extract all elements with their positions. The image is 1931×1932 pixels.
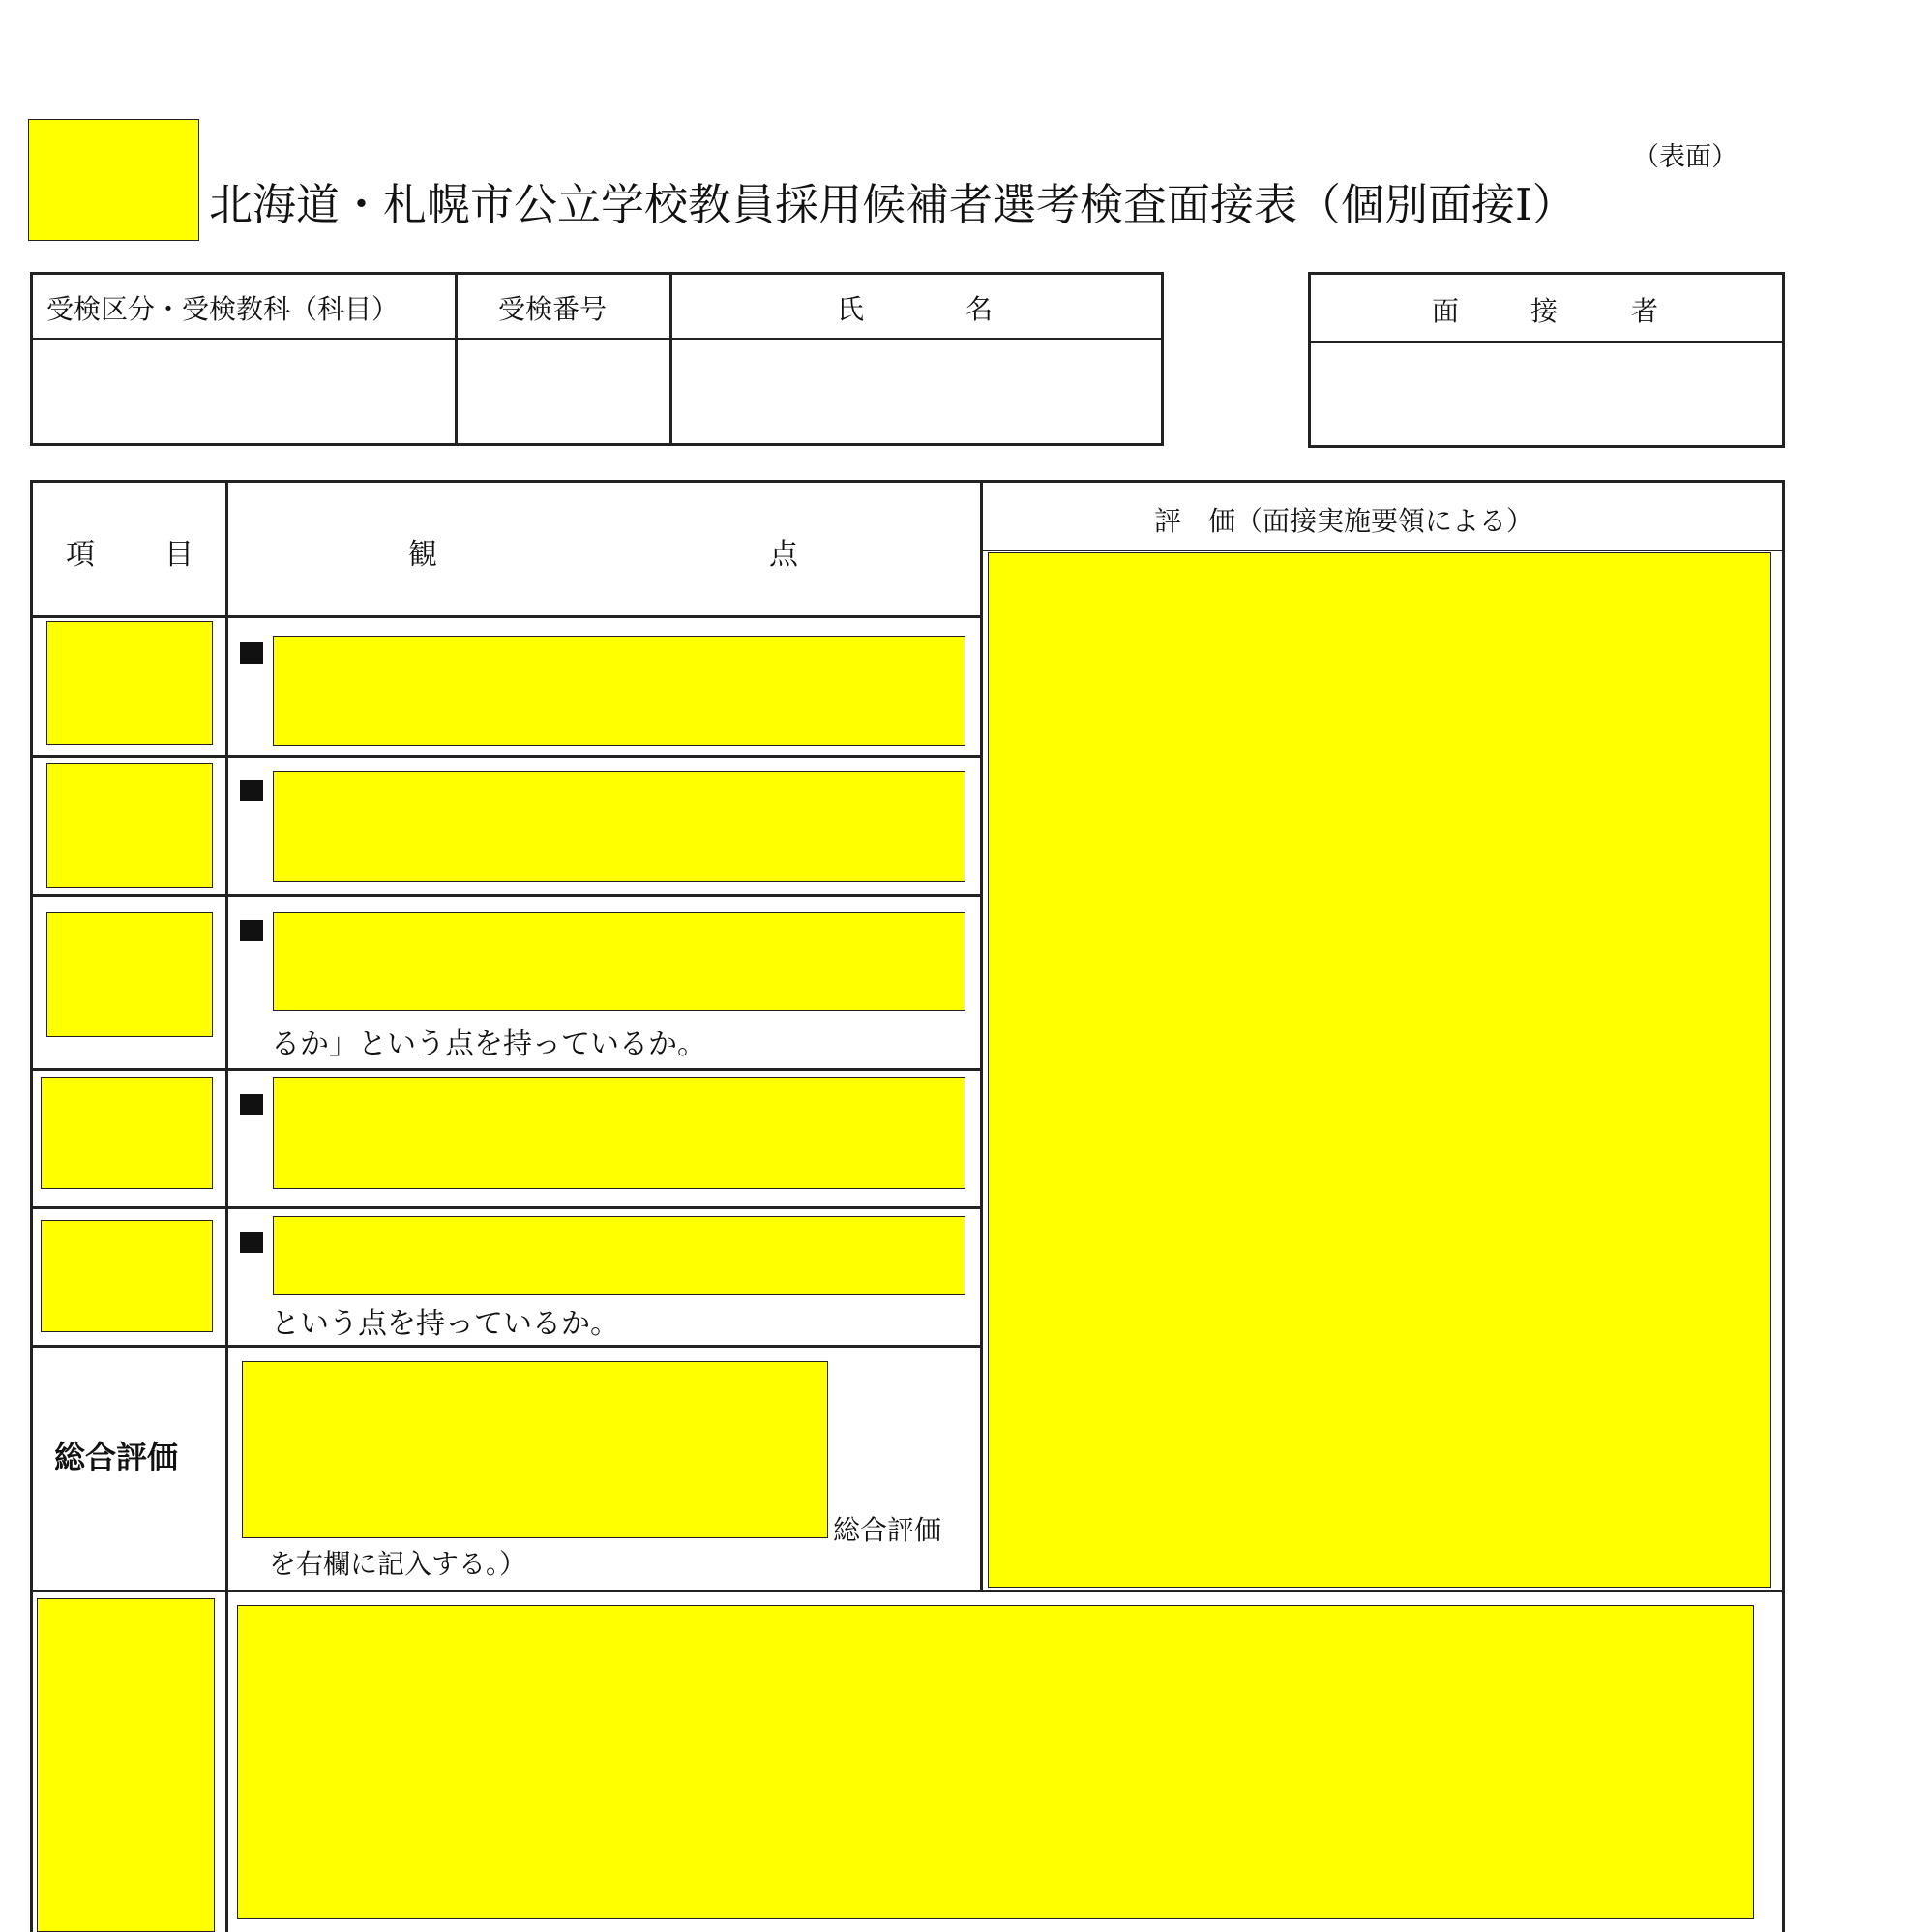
- header-name-part2: 名: [966, 293, 994, 325]
- header-exam-category: 受検区分・受検教科（科目）: [46, 293, 400, 325]
- overall-fragment-1: 総合評価: [833, 1514, 942, 1546]
- redacted-item-5: [41, 1220, 213, 1332]
- redacted-item-3: [46, 912, 213, 1037]
- viewpoint-5-fragment: という点を持っているか。: [271, 1307, 619, 1341]
- redacted-bottom-item: [37, 1598, 215, 1932]
- overall-fragment-2: を右欄に記入する。）: [269, 1548, 527, 1580]
- viewpoint-3-fragment: るか」という点を持っているか。: [271, 1027, 706, 1061]
- interviewer-label-1: 面: [1432, 295, 1460, 327]
- redacted-item-4: [41, 1077, 213, 1189]
- bullet-icon: [240, 1232, 263, 1253]
- viewpoint-header-part2: 点: [769, 538, 798, 572]
- interviewer-label-3: 者: [1631, 295, 1659, 327]
- viewpoint-header-part1: 観: [408, 538, 437, 572]
- redacted-viewpoint-4: [273, 1077, 966, 1189]
- item-header-part1: 項: [66, 538, 95, 572]
- page-title: 北海道・札幌市公立学校教員採用候補者選考検査面接表（個別面接Ⅰ）: [209, 179, 1576, 230]
- redacted-block-header: [28, 119, 199, 241]
- bullet-icon: [240, 1094, 263, 1115]
- redacted-evaluation-column: [988, 552, 1771, 1588]
- exam-category-field[interactable]: [33, 340, 455, 443]
- redacted-item-1: [46, 621, 213, 745]
- interviewer-label-2: 接: [1530, 295, 1559, 327]
- overall-evaluation-label: 総合評価: [54, 1439, 179, 1475]
- item-header-part2: 目: [164, 538, 193, 572]
- header-exam-number: 受検番号: [498, 293, 608, 325]
- page-side-label: （表面）: [1633, 142, 1738, 172]
- redacted-item-2: [46, 763, 213, 888]
- bullet-icon: [240, 642, 263, 664]
- redacted-viewpoint-5: [273, 1216, 966, 1295]
- bullet-icon: [240, 920, 263, 941]
- bullet-icon: [240, 780, 263, 801]
- header-name-part1: 氏: [837, 293, 865, 325]
- redacted-overall-viewpoint: [242, 1361, 828, 1538]
- redacted-viewpoint-2: [273, 771, 966, 882]
- interviewer-field[interactable]: [1311, 343, 1782, 445]
- candidate-name-field[interactable]: [672, 340, 1161, 443]
- redacted-viewpoint-3: [273, 912, 966, 1011]
- redacted-viewpoint-1: [273, 636, 966, 746]
- evaluation-header: 評 価（面接実施要領による）: [1154, 505, 1534, 537]
- exam-number-field[interactable]: [458, 340, 669, 443]
- redacted-bottom-content: [237, 1605, 1754, 1919]
